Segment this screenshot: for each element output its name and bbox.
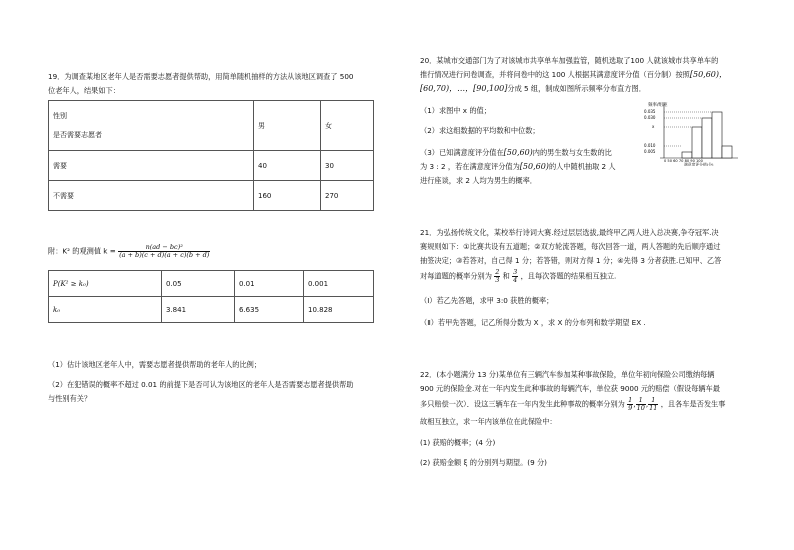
q20-line2-text: 推行情况进行问卷调查，并将问卷中的这 100 人根据其满意度评分值（百分制）按照: [420, 70, 690, 79]
hist-bar: [722, 146, 732, 158]
hist-ytick: 0.005: [644, 149, 656, 154]
crit-cell: 10.828: [304, 297, 374, 323]
row-label: 需要: [49, 151, 254, 181]
hist-bar: [692, 127, 702, 158]
q22-line1: 22．(本小题满分 13 分)某单位有三辆汽车参加某种事故保险，单位年初向保险公司缴纳每辆: [420, 370, 715, 379]
q21-line2: 赛规则如下：①比赛共设有五道题；②双方轮流答题，每次回答一道，两人答题的先后顺序通过: [420, 242, 721, 251]
q21-text: 和: [502, 271, 510, 281]
q20-p3-text: 的人中随机抽取 2 人: [548, 162, 616, 171]
frac-num: 2: [495, 268, 500, 276]
q20-line2: [420, 70, 727, 80]
hist-bar: [702, 118, 712, 158]
hist-bar: [682, 152, 692, 158]
q20-part2: （2）求这组数据的平均数和中位数；: [420, 126, 540, 135]
table-header-male: 男: [254, 101, 321, 151]
table-row: [49, 297, 374, 323]
q20-interval-range: [60,70)，…，[90,100]: [420, 84, 508, 93]
q22-line2: 900 元的保险金.对在一年内发生此种事故的每辆汽车，单位获 9000 元的赔偿（假设每辆车最: [420, 384, 720, 393]
frac-den: 11: [649, 404, 658, 412]
q21-fraction: [494, 269, 500, 284]
hist-xlabel: 满意度评分值(分): [684, 162, 714, 166]
q20-line1: 20．某城市交通部门为了对该城市共享单车加强监管，随机选取了100 人就该城市共享单车的: [420, 56, 719, 65]
q21-part1: （Ⅰ）若乙先答题，求甲 3:0 获胜的概率；: [420, 296, 554, 305]
table-row: [49, 151, 374, 181]
q21-line3: 抽签决定；③若答对，自己得 1 分；若答错，则对方得 1 分；④先得 3 分者获胜.已知甲、乙答: [420, 256, 722, 265]
q20-part3-line3: 进行座谈，求 2 人均为男生的概率．: [420, 176, 537, 185]
table-header-need: 是否需要志愿者: [53, 131, 102, 139]
hist-xticks: 0 50 60 70 80 90 100: [664, 159, 703, 163]
table-header-gender: 性别: [53, 112, 67, 120]
q20-line3: [420, 84, 646, 94]
crit-cell: 6.635: [235, 297, 304, 323]
frac-num: 1: [648, 397, 658, 405]
frac-num: 1: [636, 397, 646, 405]
q21-fraction: [512, 269, 518, 284]
q22-fraction: [627, 397, 633, 412]
q19-formula: [48, 244, 210, 259]
cell-female: 30: [321, 151, 374, 181]
cell-male: 40: [254, 151, 321, 181]
hist-ylabel: 频率/组距: [648, 103, 668, 108]
q19-contingency-table: [48, 100, 374, 211]
crit-row1-label: P(K² ≥ k₀): [49, 271, 162, 297]
crit-row2-label: k₀: [49, 297, 162, 323]
q20-part3-line1: [420, 148, 612, 158]
q21-text: ，且每次答题的结果相互独立.: [520, 271, 617, 281]
q19-part2-line1: （2）在犯错误的概率不超过 0.01 的前提下是否可认为该地区的老年人是否需要志愿者提供帮助: [48, 380, 354, 389]
q22-fraction: [648, 397, 658, 412]
q22-part2: (2) 获赔金额 ξ 的分别列与期望。(9 分): [420, 458, 547, 467]
formula-numerator: n(ad − bc)²: [118, 244, 210, 252]
row-label: 不需要: [49, 181, 254, 211]
formula-prefix: 附：K² 的观测值 k =: [48, 246, 116, 256]
crit-cell: 0.01: [235, 271, 304, 297]
q22-fraction: [636, 397, 646, 412]
cell-female: 270: [321, 181, 374, 211]
formula-denominator: (a + b)(c + d)(a + c)(b + d): [119, 251, 210, 259]
hist-ytick: 0.030: [644, 115, 656, 120]
cell-male: 160: [254, 181, 321, 211]
hist-ytick: 0.035: [644, 109, 656, 114]
q20-histogram: [642, 100, 742, 166]
q19-part2-line2: 与性别有关？: [48, 394, 92, 403]
hist-ytick: 0.010: [644, 143, 656, 148]
q22-text: 多只赔偿一次）．设这三辆车在一年内发生此种事故的概率分别为: [420, 399, 625, 409]
q21-text: 对每道题的概率分别为: [420, 271, 492, 281]
q19-part1: （1）估计该地区老年人中，需要志愿者提供帮助的老年人的比例；: [48, 360, 262, 369]
q20-part1: （1）求图中 x 的值；: [420, 106, 491, 115]
table-row: [49, 181, 374, 211]
hist-ytick: x: [652, 124, 655, 129]
q21-line1: 21．为弘扬传统文化，某校举行诗词大赛.经过层层选拔,最终甲乙两人进入总决赛,争夺冠军.决: [420, 228, 719, 237]
table-header-female: 女: [321, 101, 374, 151]
frac-num: 3: [513, 268, 518, 276]
frac-den: 10: [636, 404, 645, 412]
hist-bar: [712, 112, 722, 158]
q19-stem-line2: 位老年人，结果如下：: [48, 86, 120, 95]
q20-p3-text: 为 3 : 2 ，若在满意度评分值为: [420, 162, 520, 171]
frac-den: 9: [628, 404, 633, 412]
crit-cell: 0.001: [304, 271, 374, 297]
q22-text: ，且各车是否发生事: [660, 399, 726, 409]
q20-p3-text: 内的男生数与女生数的比: [532, 148, 612, 157]
frac-den: 4: [513, 276, 518, 284]
formula-fraction: [118, 244, 210, 259]
q21-line4: [420, 269, 616, 284]
frac-den: 3: [495, 276, 500, 284]
q20-interval: [50,60)，: [689, 70, 728, 79]
q20-part3-line2: [420, 162, 616, 172]
q21-part2: （Ⅱ）若甲先答题，记乙所得分数为 X ，求 X 的分布列和数学期望 EX .: [420, 318, 646, 327]
q20-p3-interval: [50,60): [519, 162, 549, 171]
crit-cell: 3.841: [162, 297, 235, 323]
q22-line3: 多只赔偿一次）．设这三辆车在一年内发生此种事故的概率分别为 $\frac{1}{9}$ , $\frac{1}{10}$ , $\frac{1}{11}$ ，且各车是否发生事: [420, 396, 726, 412]
q22-part1: (1) 获赔的概率；(4 分): [420, 438, 496, 447]
frac-num: 1: [628, 396, 633, 404]
q19-stem-line1: 19．为调查某地区老年人是否需要志愿者提供帮助，用简单随机抽样的方法从该地区调查了 500: [48, 72, 354, 81]
q19-critical-value-table: [48, 270, 374, 323]
crit-cell: 0.05: [162, 271, 235, 297]
q20-p3-interval: [50,60): [503, 148, 533, 157]
q22-line4: 故相互独立，求一年内该单位在此保险中：: [420, 417, 557, 426]
q20-p3-text: （3）已知满意度评分值在: [420, 148, 504, 157]
q20-line3-text: 分成 5 组，制成如图所示频率分布直方图．: [507, 84, 646, 93]
table-row: [49, 271, 374, 297]
